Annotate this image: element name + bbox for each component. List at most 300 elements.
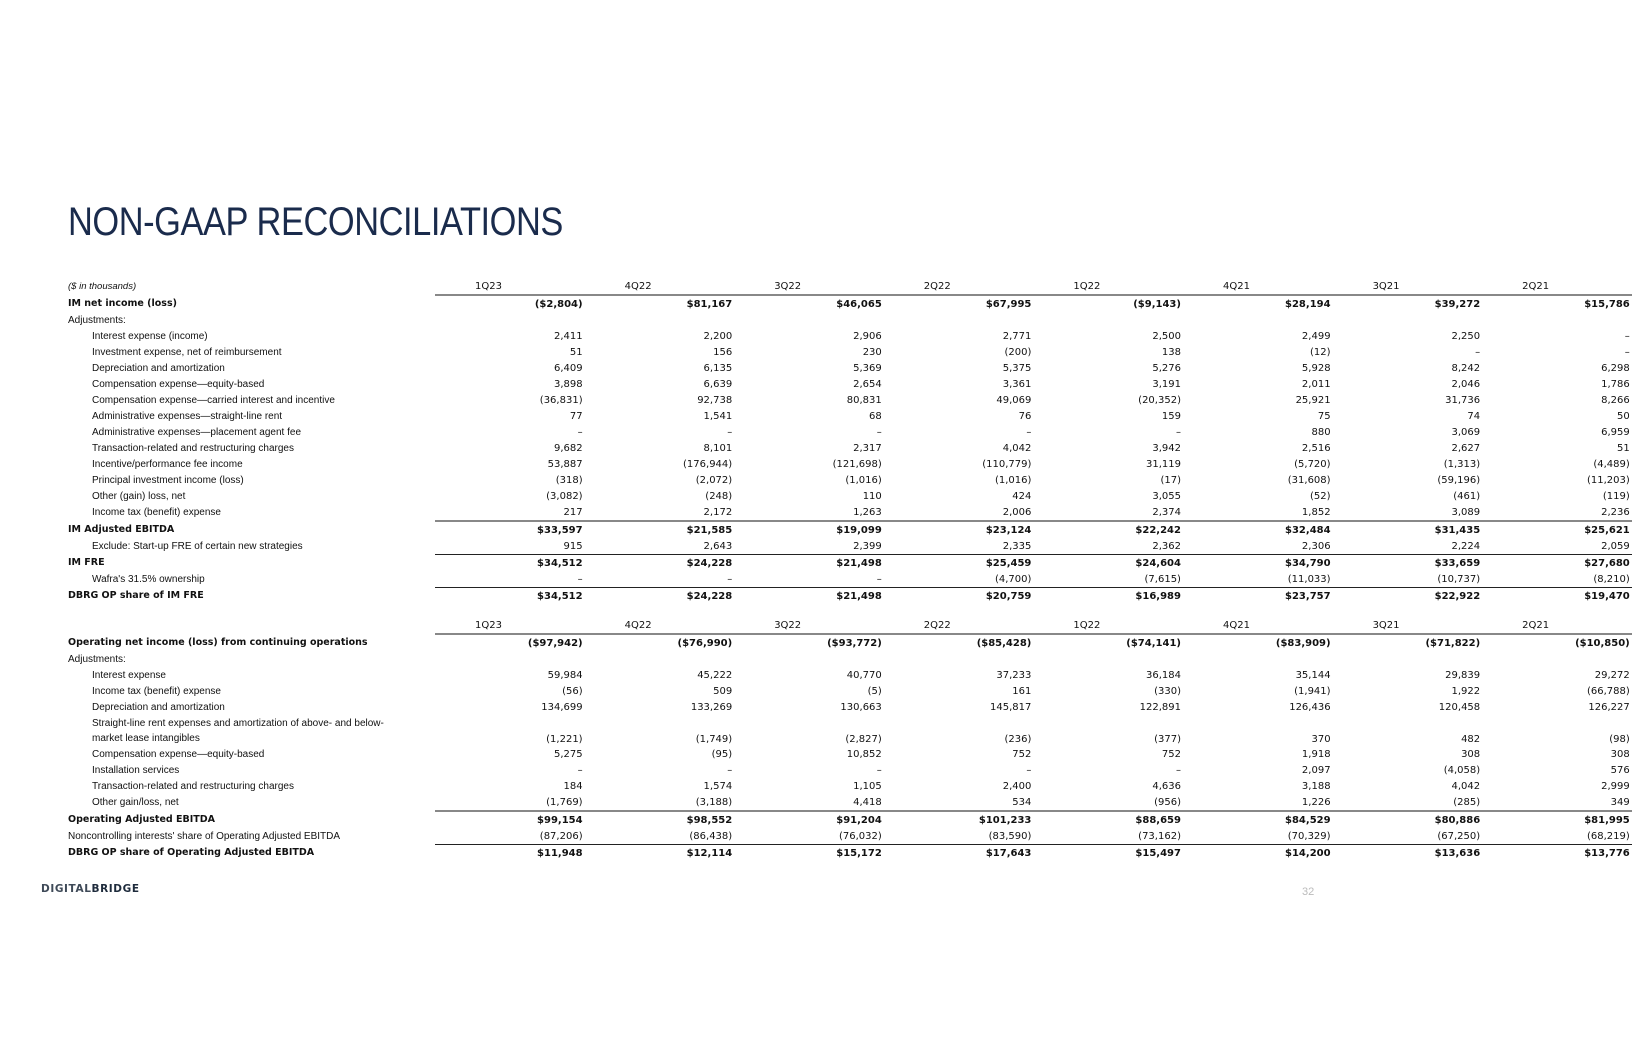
cell-value: (59,196) xyxy=(1437,474,1481,486)
cell-value: 2,224 xyxy=(1451,540,1481,552)
cell-value: (4,700) xyxy=(994,573,1032,585)
cell-value: $21,498 xyxy=(734,555,884,572)
row-label: IM net income (loss) xyxy=(68,298,177,309)
cell-value: (8,210) xyxy=(1593,573,1630,585)
cell-value: (1,941) xyxy=(1294,685,1331,697)
cell-value: 1,226 xyxy=(1301,796,1331,808)
cell-value: 4,636 xyxy=(1152,780,1181,792)
cell-value: 50 xyxy=(1617,410,1630,422)
cell-value: $23,757 xyxy=(1183,588,1333,605)
table-row xyxy=(68,392,1632,408)
cell-value: 3,361 xyxy=(1002,378,1032,390)
cell-value xyxy=(1183,651,1333,667)
cell-value: ($9,143) xyxy=(1133,298,1181,310)
cell-value: 59,984 xyxy=(547,669,583,681)
cell-value: 6,298 xyxy=(1601,362,1630,374)
row-label: Exclude: Start-up FRE of certain new strategies xyxy=(92,540,303,552)
cell-value: – xyxy=(1026,764,1032,776)
cell-value: – xyxy=(876,764,882,776)
cell-value: $34,790 xyxy=(1183,555,1333,572)
cell-value: 126,436 xyxy=(1289,701,1331,713)
cell-value: – xyxy=(1026,426,1032,438)
cell-value: (1,313) xyxy=(1443,458,1481,470)
cell-value: (285) xyxy=(1453,796,1481,808)
cell-value: $16,989 xyxy=(1033,588,1183,605)
cell-value: 5,275 xyxy=(553,748,583,760)
cell-value: 122,891 xyxy=(1139,701,1181,713)
cell-value: (461) xyxy=(1453,490,1481,502)
cell-value: 2,400 xyxy=(1002,780,1032,792)
operating-reconciliation-table xyxy=(68,617,1632,861)
cell-value: $24,228 xyxy=(585,588,735,605)
cell-value: 2,643 xyxy=(703,540,733,552)
cell-value: (318) xyxy=(555,474,583,486)
cell-value: $81,995 xyxy=(1482,811,1632,828)
row-label: Operating Adjusted EBITDA xyxy=(68,814,215,825)
cell-value: $20,759 xyxy=(884,588,1034,605)
cell-value: 2,362 xyxy=(1152,540,1181,552)
table-row xyxy=(68,699,1632,715)
table-row xyxy=(68,634,1632,651)
column-header: 2Q22 xyxy=(884,617,1034,634)
cell-value: 8,266 xyxy=(1601,394,1630,406)
cell-value: (5,720) xyxy=(1294,458,1331,470)
cell-value: 2,011 xyxy=(1301,378,1331,390)
cell-value: (11,033) xyxy=(1287,573,1331,585)
cell-value: $19,099 xyxy=(734,521,884,538)
cell-value: 51 xyxy=(569,346,583,358)
cell-value: (36,831) xyxy=(539,394,583,406)
cell-value: ($85,428) xyxy=(976,637,1032,649)
cell-value: 2,200 xyxy=(703,330,733,342)
cell-value: 3,191 xyxy=(1152,378,1181,390)
row-label: Principal investment income (loss) xyxy=(92,474,244,486)
row-label: Interest expense (income) xyxy=(92,330,208,342)
cell-value: 5,928 xyxy=(1301,362,1331,374)
cell-value: 2,627 xyxy=(1451,442,1481,454)
cell-value: 9,682 xyxy=(553,442,583,454)
cell-value: 2,999 xyxy=(1601,780,1630,792)
cell-value: 5,375 xyxy=(1002,362,1032,374)
table-row xyxy=(68,328,1632,344)
cell-value xyxy=(734,651,884,667)
cell-value: (98) xyxy=(1609,734,1630,745)
row-label: Depreciation and amortization xyxy=(92,362,225,374)
cell-value: $15,172 xyxy=(734,845,884,862)
cell-value: $25,459 xyxy=(884,555,1034,572)
cell-value: $84,529 xyxy=(1183,811,1333,828)
cell-value: 184 xyxy=(563,780,583,792)
cell-value: $39,272 xyxy=(1434,298,1481,310)
cell-value: 126,227 xyxy=(1588,701,1630,713)
cell-value: 45,222 xyxy=(697,669,733,681)
cell-value: 74 xyxy=(1467,410,1481,422)
cell-value: 75 xyxy=(1317,410,1331,422)
cell-value: 25,921 xyxy=(1295,394,1331,406)
cell-value: 6,639 xyxy=(703,378,733,390)
cell-value: 37,233 xyxy=(996,669,1032,681)
page-title: NON-GAAP RECONCILIATIONS xyxy=(68,200,563,244)
cell-value: 3,055 xyxy=(1152,490,1181,502)
header-row xyxy=(68,278,1632,295)
cell-value: (236) xyxy=(1004,734,1032,745)
cell-value: 6,409 xyxy=(553,362,583,374)
table-row xyxy=(68,538,1632,555)
cell-value: 2,499 xyxy=(1301,330,1331,342)
cell-value: 80,831 xyxy=(846,394,882,406)
cell-value: 6,135 xyxy=(703,362,733,374)
cell-value: 1,852 xyxy=(1301,506,1331,518)
cell-value: 2,006 xyxy=(1002,506,1032,518)
cell-value: 3,898 xyxy=(553,378,583,390)
cell-value: 134,699 xyxy=(541,701,583,713)
table-row xyxy=(68,778,1632,794)
cell-value: 2,172 xyxy=(703,506,733,518)
cell-value: $91,204 xyxy=(734,811,884,828)
cell-value: ($83,909) xyxy=(1275,637,1331,649)
cell-value: 2,374 xyxy=(1152,506,1181,518)
cell-value: 2,411 xyxy=(553,330,583,342)
cell-value: (200) xyxy=(1004,346,1032,358)
table-row xyxy=(68,344,1632,360)
cell-value: (68,219) xyxy=(1586,830,1630,842)
cell-value: $80,886 xyxy=(1333,811,1483,828)
cell-value xyxy=(1333,312,1483,328)
table-row xyxy=(68,456,1632,472)
cell-value: 49,069 xyxy=(996,394,1032,406)
cell-value: $33,597 xyxy=(435,521,585,538)
row-label: Compensation expense—carried interest and incentive xyxy=(92,394,335,406)
cell-value: $23,124 xyxy=(884,521,1034,538)
cell-value: $15,497 xyxy=(1033,845,1183,862)
cell-value: (2,072) xyxy=(695,474,733,486)
units-label xyxy=(68,617,435,634)
cell-value: 1,786 xyxy=(1601,378,1630,390)
cell-value: $19,470 xyxy=(1482,588,1632,605)
cell-value: 53,887 xyxy=(547,458,583,470)
cell-value: $22,242 xyxy=(1033,521,1183,538)
cell-value: 2,906 xyxy=(853,330,882,342)
cell-value: (119) xyxy=(1602,490,1630,502)
cell-value: (10,737) xyxy=(1437,573,1481,585)
cell-value: (3,188) xyxy=(695,796,733,808)
cell-value: 2,317 xyxy=(853,442,882,454)
cell-value: 2,250 xyxy=(1451,330,1481,342)
table-row xyxy=(68,521,1632,538)
cell-value: (17) xyxy=(1160,474,1181,486)
cell-value: 1,922 xyxy=(1451,685,1481,697)
table-row xyxy=(68,408,1632,424)
cell-value: 2,059 xyxy=(1601,540,1630,552)
table-row xyxy=(68,715,1632,746)
table-row xyxy=(68,555,1632,572)
cell-value: (73,162) xyxy=(1138,830,1181,842)
cell-value: 156 xyxy=(713,346,733,358)
table-row xyxy=(68,376,1632,392)
cell-value: 1,541 xyxy=(703,410,733,422)
cell-value xyxy=(585,651,735,667)
cell-value: $33,659 xyxy=(1333,555,1483,572)
cell-value: 752 xyxy=(1161,748,1181,760)
cell-value: $13,776 xyxy=(1482,845,1632,862)
cell-value: – xyxy=(727,426,733,438)
cell-value: $81,167 xyxy=(686,298,733,310)
table-row xyxy=(68,794,1632,811)
cell-value: 138 xyxy=(1161,346,1181,358)
cell-value: (5) xyxy=(867,685,882,697)
cell-value: 29,272 xyxy=(1594,669,1630,681)
cell-value: $46,065 xyxy=(836,298,882,310)
cell-value: 6,959 xyxy=(1601,426,1630,438)
column-header: 2Q21 xyxy=(1482,617,1632,634)
cell-value: 2,306 xyxy=(1301,540,1331,552)
cell-value xyxy=(1183,312,1333,328)
cell-value: ($93,772) xyxy=(827,637,882,649)
cell-value: (110,779) xyxy=(982,458,1032,470)
column-header: 3Q21 xyxy=(1333,617,1483,634)
row-label: Income tax (benefit) expense xyxy=(92,685,221,697)
cell-value: – xyxy=(577,426,583,438)
cell-value: 915 xyxy=(563,540,583,552)
cell-value: $24,228 xyxy=(585,555,735,572)
row-label: Administrative expenses—straight-line rent xyxy=(92,410,283,422)
cell-value: (1,769) xyxy=(546,796,583,808)
cell-value: 1,574 xyxy=(703,780,733,792)
cell-value: – xyxy=(727,764,733,776)
cell-value: $34,512 xyxy=(435,588,585,605)
cell-value xyxy=(435,312,585,328)
cell-value: (1,016) xyxy=(994,474,1032,486)
cell-value: 2,516 xyxy=(1301,442,1331,454)
cell-value: 4,042 xyxy=(1002,442,1032,454)
cell-value: 36,184 xyxy=(1145,669,1181,681)
cell-value xyxy=(1482,312,1632,328)
cell-value: 92,738 xyxy=(697,394,733,406)
table-row xyxy=(68,683,1632,699)
cell-value: 159 xyxy=(1161,410,1181,422)
cell-value: – xyxy=(1175,764,1181,776)
cell-value: 2,771 xyxy=(1002,330,1032,342)
cell-value: $14,200 xyxy=(1183,845,1333,862)
table-row xyxy=(68,746,1632,762)
cell-value: 2,046 xyxy=(1451,378,1481,390)
cell-value: $24,604 xyxy=(1033,555,1183,572)
column-header: 1Q22 xyxy=(1033,617,1183,634)
row-label: Noncontrolling interests' share of Operating Adjusted EBITDA xyxy=(68,830,341,842)
cell-value: (52) xyxy=(1310,490,1331,502)
column-header: 4Q21 xyxy=(1183,278,1333,295)
row-label: Other (gain) loss, net xyxy=(92,490,186,502)
cell-value: 10,852 xyxy=(846,748,882,760)
cell-value: – xyxy=(1475,346,1481,358)
row-label: Other gain/loss, net xyxy=(92,797,179,808)
cell-value: 5,369 xyxy=(853,362,882,374)
column-header: 1Q23 xyxy=(435,617,585,634)
cell-value: 2,399 xyxy=(853,540,882,552)
cell-value: – xyxy=(1175,426,1181,438)
row-label: Income tax (benefit) expense xyxy=(92,507,221,518)
cell-value: $12,114 xyxy=(585,845,735,862)
cell-value: 880 xyxy=(1311,426,1331,438)
cell-value: 370 xyxy=(1311,734,1331,745)
cell-value: (3,082) xyxy=(546,490,583,502)
row-label: Adjustments: xyxy=(68,314,126,326)
cell-value: (1,221) xyxy=(546,734,583,745)
cell-value: ($10,850) xyxy=(1575,637,1630,649)
table-row xyxy=(68,588,1632,605)
im-reconciliation-table xyxy=(68,278,1632,604)
cell-value: 534 xyxy=(1012,796,1032,808)
cell-value: 51 xyxy=(1617,442,1630,454)
cell-value: (76,032) xyxy=(838,830,882,842)
table-row xyxy=(68,762,1632,778)
cell-value: 576 xyxy=(1610,764,1630,776)
cell-value xyxy=(734,312,884,328)
column-header: 3Q22 xyxy=(734,617,884,634)
cell-value: 77 xyxy=(569,410,583,422)
cell-value: 161 xyxy=(1012,685,1032,697)
cell-value xyxy=(884,651,1034,667)
row-label: Transaction-related and restructuring charges xyxy=(92,780,294,792)
cell-value: 349 xyxy=(1610,796,1630,808)
cell-value: – xyxy=(876,426,882,438)
row-label: Installation services xyxy=(92,764,180,776)
row-label: IM FRE xyxy=(68,557,105,569)
table-row xyxy=(68,571,1632,588)
cell-value: $27,680 xyxy=(1482,555,1632,572)
row-label: DBRG OP share of IM FRE xyxy=(68,590,204,602)
table-row xyxy=(68,295,1632,312)
header-row xyxy=(68,617,1632,634)
cell-value: 1,918 xyxy=(1301,748,1331,760)
cell-value: 8,242 xyxy=(1451,362,1481,374)
cell-value: $32,484 xyxy=(1183,521,1333,538)
cell-value: (66,788) xyxy=(1586,685,1630,697)
column-header: 4Q22 xyxy=(585,617,735,634)
cell-value: 4,418 xyxy=(853,796,882,808)
cell-value: 424 xyxy=(1012,490,1032,502)
cell-value: $101,233 xyxy=(884,811,1034,828)
cell-value: 4,042 xyxy=(1451,780,1481,792)
cell-value xyxy=(1482,651,1632,667)
column-header: 3Q22 xyxy=(734,278,884,295)
cell-value: (377) xyxy=(1154,734,1181,745)
cell-value: $22,922 xyxy=(1333,588,1483,605)
cell-value: (248) xyxy=(705,490,733,502)
cell-value: (70,329) xyxy=(1287,830,1331,842)
table-row xyxy=(68,440,1632,456)
cell-value: (7,615) xyxy=(1144,573,1181,585)
row-label: Investment expense, net of reimbursement xyxy=(92,346,282,358)
table-row xyxy=(68,651,1632,667)
column-header: 3Q21 xyxy=(1333,278,1483,295)
row-label: Incentive/performance fee income xyxy=(92,458,243,470)
table-row xyxy=(68,424,1632,440)
row-label: Wafra's 31.5% ownership xyxy=(92,573,205,585)
cell-value: 120,458 xyxy=(1438,701,1481,713)
cell-value: 40,770 xyxy=(846,669,882,681)
column-header: 2Q21 xyxy=(1482,278,1632,295)
cell-value: $21,498 xyxy=(734,588,884,605)
cell-value: ($76,990) xyxy=(677,637,733,649)
cell-value: 2,654 xyxy=(853,378,882,390)
cell-value: $28,194 xyxy=(1285,298,1331,310)
cell-value: 509 xyxy=(713,685,733,697)
cell-value: (20,352) xyxy=(1138,394,1181,406)
cell-value: (86,438) xyxy=(689,830,733,842)
column-header: 1Q22 xyxy=(1033,278,1183,295)
cell-value: (956) xyxy=(1154,796,1181,808)
cell-value: $13,636 xyxy=(1333,845,1483,862)
row-label: Operating net income (loss) from continuing operations xyxy=(68,637,368,648)
cell-value: (330) xyxy=(1154,685,1181,697)
cell-value xyxy=(1033,651,1183,667)
cell-value: 31,736 xyxy=(1445,394,1481,406)
cell-value: 2,335 xyxy=(1002,540,1032,552)
cell-value: (2,827) xyxy=(845,734,882,745)
cell-value: 29,839 xyxy=(1445,669,1481,681)
cell-value: $15,786 xyxy=(1584,298,1630,310)
cell-value xyxy=(884,312,1034,328)
cell-value: (95) xyxy=(711,748,733,760)
units-label: ($ in thousands) xyxy=(68,281,137,292)
cell-value: 1,105 xyxy=(853,780,882,792)
table-row xyxy=(68,828,1632,845)
cell-value: ($74,141) xyxy=(1126,637,1181,649)
cell-value: 76 xyxy=(1018,410,1032,422)
cell-value: 2,500 xyxy=(1152,330,1181,342)
table-row xyxy=(68,504,1632,521)
table-row xyxy=(68,312,1632,328)
row-label: Administrative expenses—placement agent fee xyxy=(92,426,302,438)
cell-value: (1,016) xyxy=(845,474,882,486)
page-number: 32 xyxy=(1302,886,1315,898)
row-label: DBRG OP share of Operating Adjusted EBITDA xyxy=(68,847,315,859)
cell-value: 35,144 xyxy=(1295,669,1331,681)
cell-value: – xyxy=(577,573,583,585)
logo-text-digital: DIGITAL xyxy=(41,883,92,895)
cell-value: 31,119 xyxy=(1145,458,1181,470)
cell-value: 752 xyxy=(1012,748,1032,760)
row-label: Interest expense xyxy=(92,669,166,681)
cell-value: (1,749) xyxy=(695,734,733,745)
cell-value: ($2,804) xyxy=(534,298,583,310)
cell-value: (4,058) xyxy=(1443,764,1481,776)
cell-value: 2,236 xyxy=(1601,506,1630,518)
logo-text-bridge: BRIDGE xyxy=(91,883,140,895)
row-label: Transaction-related and restructuring charges xyxy=(92,442,294,454)
cell-value: $17,643 xyxy=(884,845,1034,862)
cell-value: – xyxy=(876,573,882,585)
row-label: Depreciation and amortization xyxy=(92,701,225,713)
cell-value: (31,608) xyxy=(1287,474,1331,486)
table-row xyxy=(68,360,1632,376)
row-label: IM Adjusted EBITDA xyxy=(68,524,175,535)
cell-value xyxy=(585,312,735,328)
cell-value xyxy=(1033,312,1183,328)
cell-value: 3,942 xyxy=(1152,442,1181,454)
cell-value: – xyxy=(727,573,733,585)
cell-value: $31,435 xyxy=(1333,521,1483,538)
cell-value: 308 xyxy=(1461,748,1481,760)
digitalbridge-logo xyxy=(41,883,140,895)
column-header: 4Q21 xyxy=(1183,617,1333,634)
cell-value: 217 xyxy=(563,506,583,518)
row-label: Straight-line rent expenses and amortization of above- and below-market lease intangibles xyxy=(92,717,384,744)
cell-value: $25,621 xyxy=(1482,521,1632,538)
cell-value: (121,698) xyxy=(832,458,882,470)
cell-value: 8,101 xyxy=(703,442,733,454)
